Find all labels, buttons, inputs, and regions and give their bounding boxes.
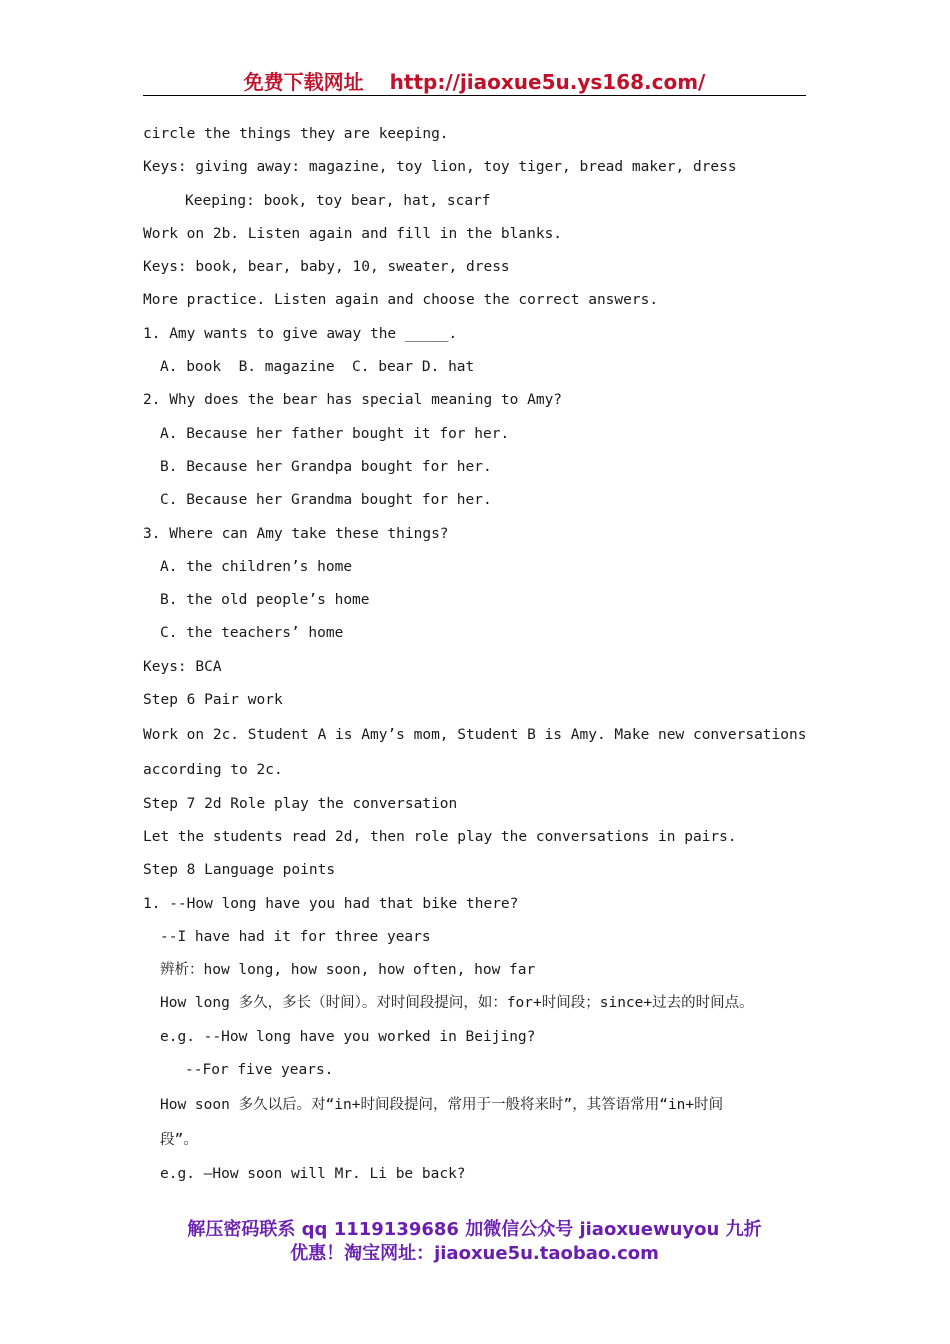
- text-line: 1. Amy wants to give away the _____.: [143, 325, 458, 342]
- text-line: 段”。: [160, 1132, 198, 1149]
- text-line: A. the children’s home: [160, 558, 353, 575]
- text-line: --For five years.: [185, 1062, 334, 1079]
- footer-line-2: 优惠！淘宝网址：jiaoxue5u.taobao.com: [290, 1243, 659, 1264]
- text-line: Step 8 Language points: [143, 862, 336, 879]
- text-line: A. book B. magazine C. bear D. hat: [160, 359, 475, 376]
- text-line: C. the teachers’ home: [160, 625, 344, 642]
- text-line: 3. Where can Amy take these things?: [143, 525, 449, 542]
- text-line: e.g. --How long have you worked in Beijing?: [160, 1028, 536, 1045]
- text-line: Keys: book, bear, baby, 10, sweater, dress: [143, 259, 510, 276]
- text-line: circle the things they are keeping.: [143, 126, 449, 142]
- text-line: A. Because her father bought it for her.: [160, 425, 510, 442]
- text-line: according to 2c.: [143, 762, 283, 779]
- header-divider: [143, 95, 806, 96]
- page-footer: [143, 1218, 806, 1266]
- header-url-link[interactable]: http://jiaoxue5u.ys168.com/: [389, 70, 706, 94]
- text-line: How long 多久，多长（时间）。对时间段提问，如：for+时间段；since+过去的时间点。: [160, 995, 754, 1012]
- text-line: 1. --How long have you had that bike there?: [143, 895, 519, 912]
- text-line: Let the students read 2d, then role play the conversations in pairs.: [143, 828, 737, 845]
- page-header: [143, 66, 806, 95]
- text-line: 辨析：how long, how soon, how often, how far: [160, 962, 536, 979]
- text-line: B. Because her Grandpa bought for her.: [160, 458, 492, 475]
- text-line: e.g. –How soon will Mr. Li be back?: [160, 1165, 466, 1182]
- text-line: More practice. Listen again and choose the correct answers.: [143, 292, 659, 309]
- text-line: Work on 2b. Listen again and fill in the blanks.: [143, 225, 563, 242]
- text-line: 2. Why does the bear has special meaning to Amy?: [143, 392, 563, 409]
- text-line: --I have had it for three years: [160, 928, 431, 945]
- text-line: Step 7 2d Role play the conversation: [143, 795, 458, 812]
- text-line: C. Because her Grandma bought for her.: [160, 492, 492, 509]
- text-line: Step 6 Pair work: [143, 692, 283, 709]
- text-line: B. the old people’s home: [160, 592, 370, 609]
- text-line: Keeping: book, toy bear, hat, scarf: [185, 192, 491, 209]
- text-line: Work on 2c. Student A is Amy’s mom, Student B is Amy. Make new conversations: [143, 727, 807, 744]
- text-line: Keys: giving away: magazine, toy lion, toy tiger, bread maker, dress: [143, 159, 737, 176]
- footer-line-1: 解压密码联系 qq 1119139686 加微信公众号 jiaoxuewuyou 九折: [187, 1219, 762, 1240]
- document-body: [143, 118, 823, 1191]
- text-line: How soon 多久以后。对“in+时间段提问，常用于一般将来时”，其答语常用“in+时间: [160, 1097, 724, 1114]
- header-label: 免费下载网址: [243, 70, 364, 94]
- text-line: Keys: BCA: [143, 658, 222, 675]
